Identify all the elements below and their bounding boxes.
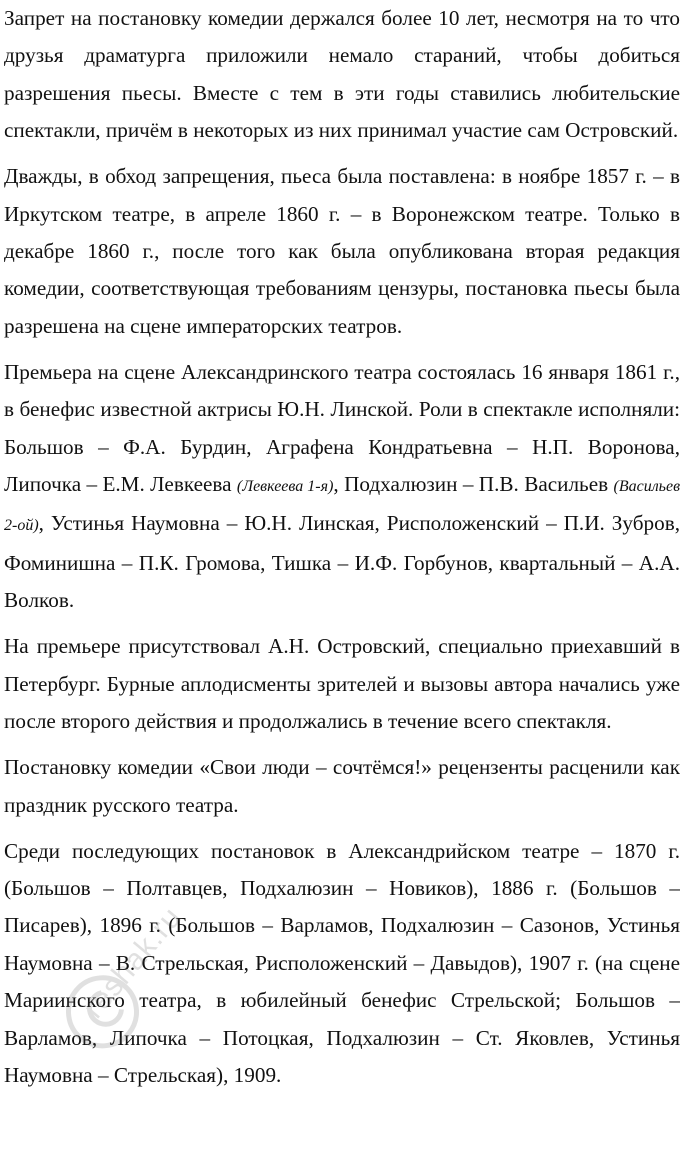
paragraph-premiere-cast — [4, 354, 680, 620]
paragraph-later-productions: Среди последующих постановок в Александрийском театре – 1870 г. (Большов – Полтавцев, Подхалюзин – Новиков), 1886 г. (Большов – Писарев), 1896 г. (Большов – Варламов, Подхалюзин – Сазонов, Устинья Наумовна – В. Стрельская, Рисположенский – Давыдов), 1907 г. (на сцене Мариинского театра, в юбилейный бенефис Стрельской; Большов – Варламов, Липочка – Потоцкая, Подхалюзин – Ст. Яковлев, Устинья Наумовна – Стрельская), 1909. — [4, 838, 680, 1087]
cast-note-vasiliev: (Васильев 2-ой) — [4, 478, 680, 535]
watermark-text: reshak.ru — [76, 900, 189, 1025]
cast-text-part2: , Подхалюзин – П.В. Васильев — [333, 472, 609, 497]
cast-note-levkeeva: (Левкеева 1-я) — [236, 478, 334, 496]
paragraph-early-productions: Дважды, в обход запрещения, пьеса была поставлена: в ноябре 1857 г. – в Иркутском театре, в апреле 1860 г. – в Воронежском театре. Только в декабре 1860 г., после того как была опубликована вторая редакция комедии, соответствующая требованиям цензуры, постановка пьесы была разрешена на сцене императорских театров. — [4, 164, 680, 338]
paragraph-ostrovsky-attended: На премьере присутствовал А.Н. Островский, специально приехавший в Петербург. Бурные аплодисменты зрителей и вызовы автора начались уже после второго действия и продолжались в течение всего спектакля. — [4, 634, 680, 734]
document-body — [4, 0, 680, 1103]
cast-text-part1: Премьера на сцене Александринского театра состоялась 16 января 1861 г., в бенефис известной актрисы Ю.Н. Линской. Роли в спектакле исполняли: Большов – Ф.А. Бурдин, Аграфена Кондратьевна – Н.П. Воронова, Липочка – Е.М. Левкеева — [4, 359, 680, 497]
cast-text-part3: , Устинья Наумовна – Ю.Н. Линская, Рисположенский – П.И. Зубров, Фоминишна – П.К. Громова, Тишка – И.Ф. Горбунов, квартальный – А.А. Волков. — [4, 511, 680, 613]
paragraph-ban: Запрет на постановку комедии держался более 10 лет, несмотря на то что друзья драматурга приложили немало стараний, чтобы добиться разрешения пьесы. Вместе с тем в эти годы ставились любительские спектакли, причём в некоторых из них принимал участие сам Островский. — [4, 6, 680, 143]
paragraph-reviews: Постановку комедии «Свои люди – сочтёмся!» рецензенты расценили как праздник русского театра. — [4, 755, 680, 817]
